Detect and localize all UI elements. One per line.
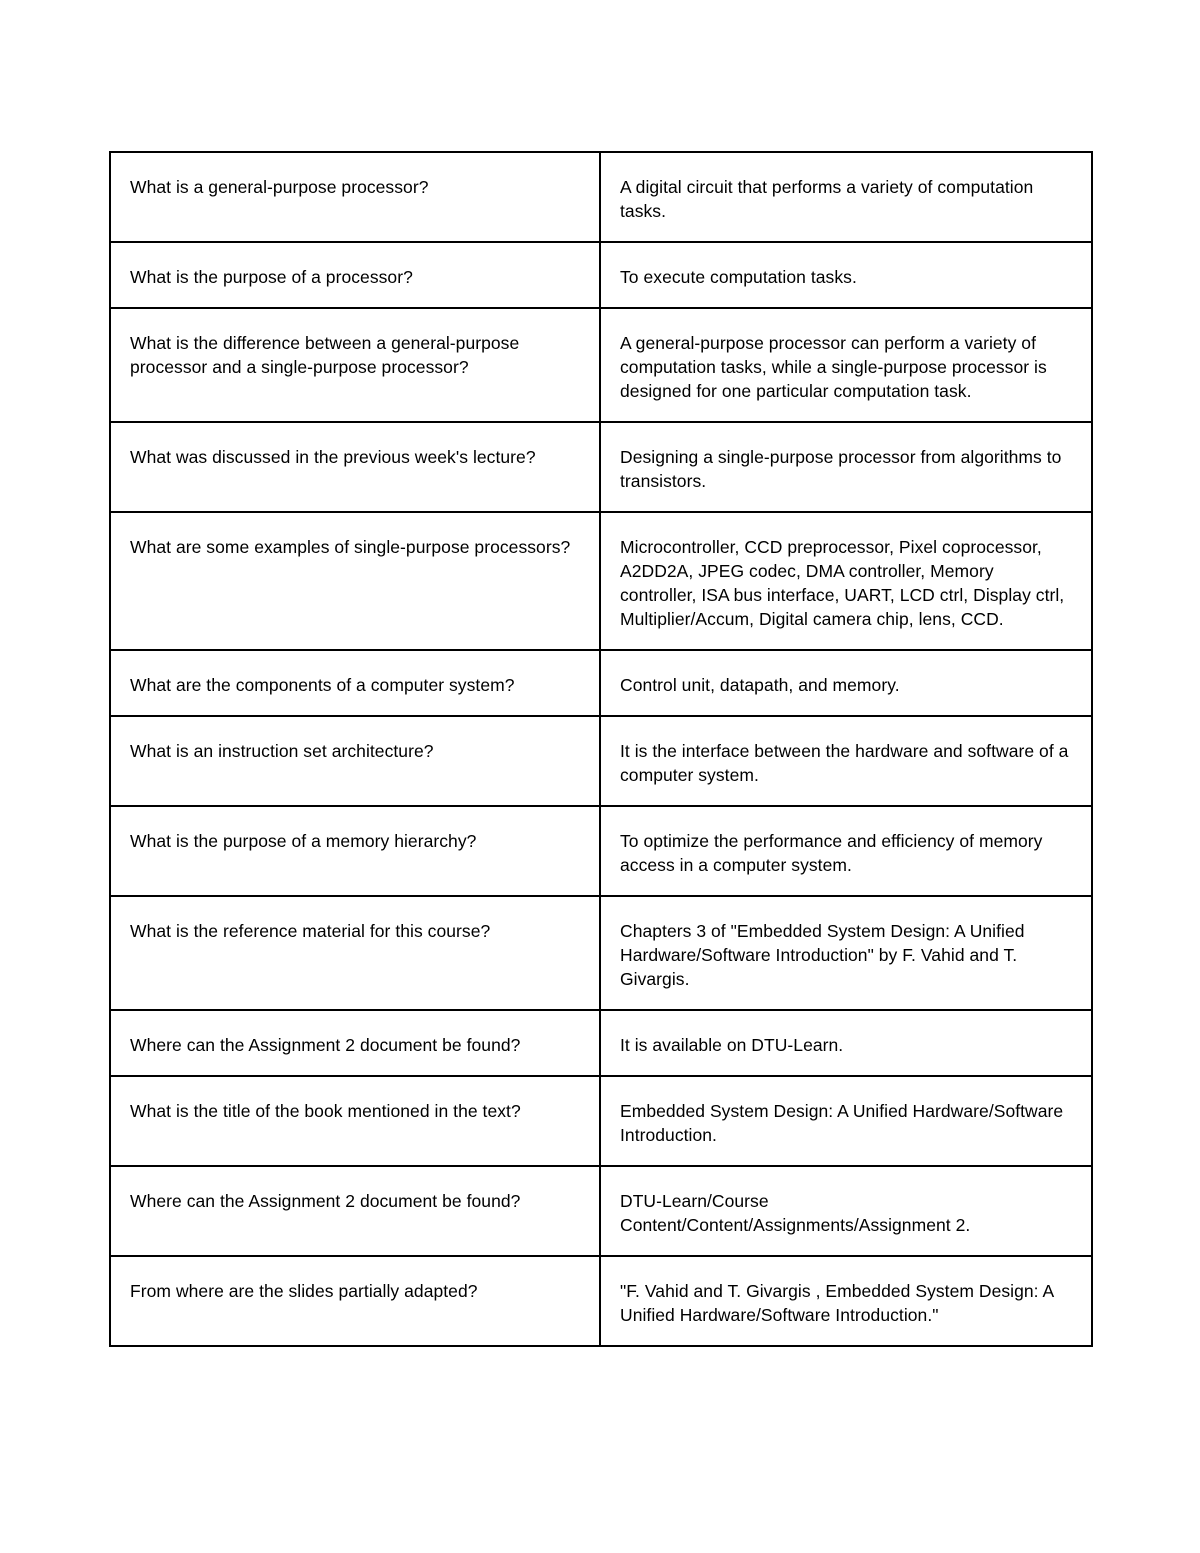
answer-cell: It is the interface between the hardware and software of a computer system. bbox=[600, 716, 1092, 806]
answer-cell: A digital circuit that performs a variety of computation tasks. bbox=[600, 152, 1092, 242]
table-row bbox=[110, 716, 1092, 806]
question-cell: What was discussed in the previous week's lecture? bbox=[110, 422, 600, 512]
table-row bbox=[110, 1256, 1092, 1346]
answer-cell: DTU-Learn/Course Content/Content/Assignments/Assignment 2. bbox=[600, 1166, 1092, 1256]
question-cell: From where are the slides partially adapted? bbox=[110, 1256, 600, 1346]
table-row bbox=[110, 806, 1092, 896]
table-row bbox=[110, 1076, 1092, 1166]
question-cell: Where can the Assignment 2 document be found? bbox=[110, 1166, 600, 1256]
answer-cell: Designing a single-purpose processor from algorithms to transistors. bbox=[600, 422, 1092, 512]
question-cell: What is the purpose of a memory hierarchy? bbox=[110, 806, 600, 896]
question-cell: What are some examples of single-purpose processors? bbox=[110, 512, 600, 650]
question-cell: What are the components of a computer system? bbox=[110, 650, 600, 716]
answer-cell: It is available on DTU-Learn. bbox=[600, 1010, 1092, 1076]
table-row bbox=[110, 242, 1092, 308]
question-cell: Where can the Assignment 2 document be found? bbox=[110, 1010, 600, 1076]
table-row bbox=[110, 896, 1092, 1010]
question-cell: What is the difference between a general-purpose processor and a single-purpose processor? bbox=[110, 308, 600, 422]
table-row bbox=[110, 152, 1092, 242]
table-row bbox=[110, 512, 1092, 650]
question-cell: What is an instruction set architecture? bbox=[110, 716, 600, 806]
answer-cell: Microcontroller, CCD preprocessor, Pixel coprocessor, A2DD2A, JPEG codec, DMA controller, Memory controller, ISA bus interface, UART, LCD ctrl, Display ctrl, Multiplier/Accum, Digital camera chip, lens, CCD. bbox=[600, 512, 1092, 650]
table-row bbox=[110, 650, 1092, 716]
table-row bbox=[110, 1166, 1092, 1256]
table-row bbox=[110, 1010, 1092, 1076]
answer-cell: Control unit, datapath, and memory. bbox=[600, 650, 1092, 716]
answer-cell: "F. Vahid and T. Givargis , Embedded System Design: A Unified Hardware/Software Introduction." bbox=[600, 1256, 1092, 1346]
answer-cell: A general-purpose processor can perform a variety of computation tasks, while a single-purpose processor is designed for one particular computation task. bbox=[600, 308, 1092, 422]
answer-cell: Embedded System Design: A Unified Hardware/Software Introduction. bbox=[600, 1076, 1092, 1166]
question-cell: What is a general-purpose processor? bbox=[110, 152, 600, 242]
qa-table bbox=[109, 151, 1093, 1347]
question-cell: What is the purpose of a processor? bbox=[110, 242, 600, 308]
table-row bbox=[110, 422, 1092, 512]
answer-cell: To optimize the performance and efficiency of memory access in a computer system. bbox=[600, 806, 1092, 896]
answer-cell: Chapters 3 of "Embedded System Design: A Unified Hardware/Software Introduction" by F. Vahid and T. Givargis. bbox=[600, 896, 1092, 1010]
question-cell: What is the reference material for this course? bbox=[110, 896, 600, 1010]
question-cell: What is the title of the book mentioned in the text? bbox=[110, 1076, 600, 1166]
answer-cell: To execute computation tasks. bbox=[600, 242, 1092, 308]
table-row bbox=[110, 308, 1092, 422]
